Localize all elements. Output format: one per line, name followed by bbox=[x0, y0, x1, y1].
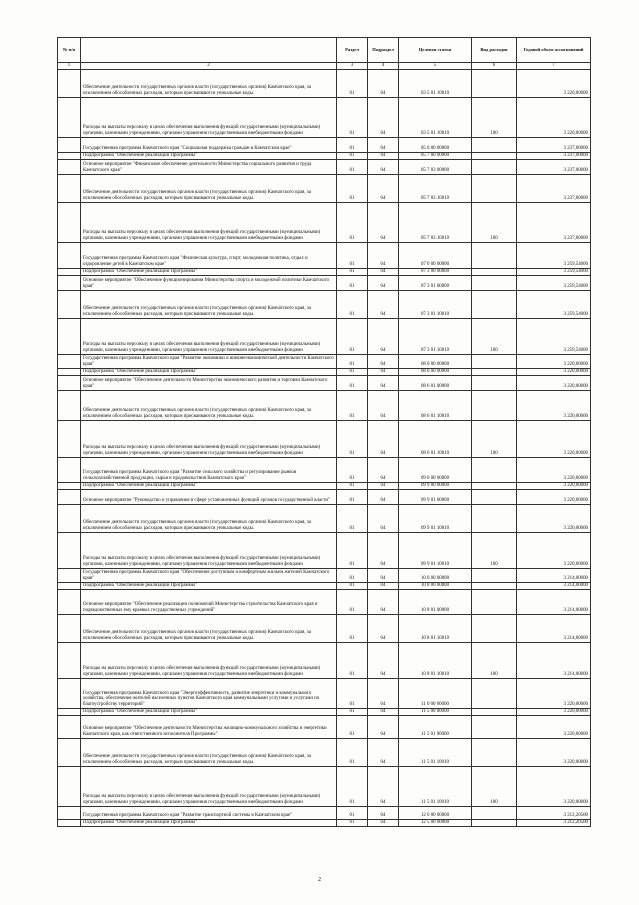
row-target: 07 3 00 00000 bbox=[399, 268, 472, 275]
row-number bbox=[58, 766, 81, 806]
table-row bbox=[58, 482, 591, 489]
row-razdel: 01 bbox=[337, 268, 368, 275]
row-name: Основное мероприятие "Обеспечение деятельности Министерства экономического развития и торговли Камчатского края" bbox=[81, 375, 337, 390]
row-kind bbox=[472, 582, 517, 589]
row-number bbox=[58, 806, 81, 819]
row-kind bbox=[472, 806, 517, 819]
row-amount: 3 214,00000 bbox=[517, 642, 591, 678]
row-number bbox=[58, 582, 81, 589]
row-podrazdel: 04 bbox=[368, 766, 399, 806]
row-amount: 3 220,00000 bbox=[517, 489, 591, 504]
row-podrazdel: 04 bbox=[368, 318, 399, 354]
row-name: Подпрограмма "Обеспечение реализации Программы" bbox=[81, 268, 337, 275]
row-number bbox=[58, 174, 81, 202]
row-target: 11 5 01 10010 bbox=[399, 738, 472, 766]
row-kind bbox=[472, 268, 517, 275]
row-target: 09 9 01 10010 bbox=[399, 504, 472, 532]
row-name: Государственная программа Камчатского края "Социальная поддержка граждан в Камчатском крае" bbox=[81, 137, 337, 152]
row-podrazdel: 04 bbox=[368, 819, 399, 826]
row-podrazdel: 04 bbox=[368, 457, 399, 482]
row-name: Обеспечение деятельности государственных органов власти (государственных органов) Камчатского края, за исключением обособленных расходов, которым присваиваются уникальные коды. bbox=[81, 738, 337, 766]
row-kind bbox=[472, 819, 517, 826]
row-razdel: 01 bbox=[337, 806, 368, 819]
row-podrazdel: 04 bbox=[368, 806, 399, 819]
row-target: 08 6 01 10010 bbox=[399, 420, 472, 457]
column-number: 6 bbox=[472, 63, 517, 70]
row-razdel: 01 bbox=[337, 69, 368, 97]
row-razdel: 01 bbox=[337, 589, 368, 614]
row-razdel: 01 bbox=[337, 819, 368, 826]
row-number bbox=[58, 97, 81, 137]
row-amount: 3 214,00000 bbox=[517, 614, 591, 642]
row-razdel: 01 bbox=[337, 738, 368, 766]
row-podrazdel: 04 bbox=[368, 69, 399, 97]
row-name: Обеспечение деятельности государственных органов власти (государственных органов) Камчатского края, за исключением обособленных расходов, которым присваиваются уникальные коды. bbox=[81, 174, 337, 202]
row-amount: 3 237,00000 bbox=[517, 174, 591, 202]
row-razdel: 01 bbox=[337, 568, 368, 582]
row-name: Основное мероприятие "Обеспечение реализации полномочий Министерства строительства Камчатского края и подведомственных ему краевых государственных учреждений" bbox=[81, 589, 337, 614]
row-number bbox=[58, 375, 81, 390]
table-row bbox=[58, 708, 591, 715]
row-name: Подпрограмма "Обеспечение реализации Программы" bbox=[81, 708, 337, 715]
row-number bbox=[58, 589, 81, 614]
row-target: 08 0 00 00000 bbox=[399, 354, 472, 368]
row-name: Расходы на выплаты персоналу в целях обеспечения выполнения функций государственными (муниципальными) органами, казенными учреждениями, органами управления государственными внебюджетными фондами bbox=[81, 642, 337, 678]
table-row bbox=[58, 532, 591, 568]
row-kind: 100 bbox=[472, 766, 517, 806]
header-podrazdel: Подраздел bbox=[368, 38, 399, 63]
row-kind bbox=[472, 715, 517, 738]
row-name: Обеспечение деятельности государственных органов власти (государственных органов) Камчатского края, за исключением обособленных расходов, которым присваиваются уникальные коды. bbox=[81, 290, 337, 318]
row-name: Обеспечение деятельности государственных органов власти (государственных органов) Камчатского края, за исключением обособленных расходов, которым присваиваются уникальные коды. bbox=[81, 504, 337, 532]
row-podrazdel: 04 bbox=[368, 708, 399, 715]
row-number bbox=[58, 69, 81, 97]
row-target: 05 0 00 00000 bbox=[399, 137, 472, 152]
row-podrazdel: 04 bbox=[368, 532, 399, 568]
row-name: Государственная программа Камчатского края "Физическая культура, спорт, молодежная политика, отдых и оздоровление детей в Камчатском крае" bbox=[81, 242, 337, 268]
row-amount: 3 212,20500 bbox=[517, 819, 591, 826]
column-number: 4 bbox=[368, 63, 399, 70]
table-row bbox=[58, 152, 591, 159]
row-amount: 3 259,54000 bbox=[517, 275, 591, 290]
row-razdel: 01 bbox=[337, 375, 368, 390]
row-razdel: 01 bbox=[337, 457, 368, 482]
row-podrazdel: 04 bbox=[368, 642, 399, 678]
table-row bbox=[58, 202, 591, 242]
row-target: 09 9 01 10010 bbox=[399, 532, 472, 568]
row-amount: 3 220,00000 bbox=[517, 738, 591, 766]
row-kind: 100 bbox=[472, 532, 517, 568]
row-target: 08 6 01 00000 bbox=[399, 375, 472, 390]
row-target: 05 7 03 10010 bbox=[399, 202, 472, 242]
row-name: Государственная программа Камчатского края "Развитие сельского хозяйства и регулирование рынков сельскохозяйственной продукции, сырья и продовольствия Камчатского края" bbox=[81, 457, 337, 482]
row-number bbox=[58, 159, 81, 174]
row-razdel: 01 bbox=[337, 582, 368, 589]
row-kind bbox=[472, 678, 517, 708]
row-name: Расходы на выплаты персоналу в целях обеспечения выполнения функций государственными (муниципальными) органами, казенными учреждениями, органами управления государственными внебюджетными фондами bbox=[81, 532, 337, 568]
row-name: Подпрограмма "Обеспечение реализации Программы" bbox=[81, 152, 337, 159]
row-amount: 3 220,00000 bbox=[517, 368, 591, 375]
row-number bbox=[58, 354, 81, 368]
table-row bbox=[58, 504, 591, 532]
row-razdel: 01 bbox=[337, 489, 368, 504]
row-podrazdel: 04 bbox=[368, 152, 399, 159]
row-amount: 3 259,54000 bbox=[517, 318, 591, 354]
row-number bbox=[58, 715, 81, 738]
row-number bbox=[58, 242, 81, 268]
row-target: 03 5 01 10010 bbox=[399, 97, 472, 137]
row-name: Государственная программа Камчатского края "Энергоэффективность, развитие энергетики и коммунального хозяйства, обеспечение жителей населенных пунктов Камчатского края коммунальными услугами и услугами по благоустройству территорий" bbox=[81, 678, 337, 708]
row-razdel: 01 bbox=[337, 97, 368, 137]
column-number: 1 bbox=[58, 63, 81, 70]
row-target: 11 0 00 00000 bbox=[399, 678, 472, 708]
row-razdel: 01 bbox=[337, 202, 368, 242]
row-podrazdel: 04 bbox=[368, 97, 399, 137]
row-target: 12 0 00 00000 bbox=[399, 806, 472, 819]
row-amount: 3 237,00000 bbox=[517, 202, 591, 242]
header-amount: Годовой объем ассигнований bbox=[517, 38, 591, 63]
header-num: № п/п bbox=[58, 38, 81, 63]
row-podrazdel: 04 bbox=[368, 589, 399, 614]
row-target: 05 7 03 00000 bbox=[399, 159, 472, 174]
row-name: Расходы на выплаты персоналу в целях обеспечения выполнения функций государственными (муниципальными) органами, казенными учреждениями, органами управления государственными внебюджетными фондами bbox=[81, 766, 337, 806]
row-kind bbox=[472, 504, 517, 532]
row-name: Основное мероприятие "Финансовое обеспечение деятельности Министерства социального развития и труда Камчатского края" bbox=[81, 159, 337, 174]
row-kind bbox=[472, 568, 517, 582]
row-kind bbox=[472, 354, 517, 368]
row-kind bbox=[472, 159, 517, 174]
row-target: 12 5 00 00000 bbox=[399, 819, 472, 826]
row-amount: 3 220,00000 bbox=[517, 69, 591, 97]
row-razdel: 01 bbox=[337, 318, 368, 354]
row-kind bbox=[472, 589, 517, 614]
row-amount: 3 214,00000 bbox=[517, 589, 591, 614]
row-kind bbox=[472, 69, 517, 97]
row-number bbox=[58, 390, 81, 420]
row-amount: 3 259,54000 bbox=[517, 290, 591, 318]
header-kind: Вид расходов bbox=[472, 38, 517, 63]
row-podrazdel: 04 bbox=[368, 159, 399, 174]
row-number bbox=[58, 819, 81, 826]
row-number bbox=[58, 568, 81, 582]
row-target: 09 0 00 00000 bbox=[399, 457, 472, 482]
row-razdel: 01 bbox=[337, 642, 368, 678]
row-kind bbox=[472, 482, 517, 489]
row-kind bbox=[472, 290, 517, 318]
row-razdel: 01 bbox=[337, 159, 368, 174]
row-amount: 3 237,00000 bbox=[517, 152, 591, 159]
row-target: 05 7 00 00000 bbox=[399, 152, 472, 159]
row-number bbox=[58, 268, 81, 275]
table-row bbox=[58, 137, 591, 152]
row-podrazdel: 04 bbox=[368, 568, 399, 582]
row-name: Расходы на выплаты персоналу в целях обеспечения выполнения функций государственными (муниципальными) органами, казенными учреждениями, органами управления государственными внебюджетными фондами bbox=[81, 420, 337, 457]
row-kind: 100 bbox=[472, 420, 517, 457]
row-target: 11 5 00 00000 bbox=[399, 708, 472, 715]
row-name: Подпрограмма "Обеспечение реализации Программы" bbox=[81, 582, 337, 589]
table-row bbox=[58, 174, 591, 202]
row-razdel: 01 bbox=[337, 504, 368, 532]
row-name: Обеспечение деятельности государственных органов власти (государственных органов) Камчатского края, за исключением обособленных расходов, которым присваиваются уникальные коды. bbox=[81, 69, 337, 97]
table-body bbox=[58, 69, 591, 826]
table-row bbox=[58, 275, 591, 290]
row-amount: 3 220,00000 bbox=[517, 390, 591, 420]
row-podrazdel: 04 bbox=[368, 504, 399, 532]
row-razdel: 01 bbox=[337, 368, 368, 375]
row-amount: 3 220,00000 bbox=[517, 678, 591, 708]
row-kind bbox=[472, 174, 517, 202]
table-row bbox=[58, 420, 591, 457]
row-razdel: 01 bbox=[337, 678, 368, 708]
row-kind bbox=[472, 738, 517, 766]
row-podrazdel: 04 bbox=[368, 368, 399, 375]
row-amount: 3 220,00000 bbox=[517, 354, 591, 368]
row-kind: 100 bbox=[472, 642, 517, 678]
row-razdel: 01 bbox=[337, 766, 368, 806]
row-amount: 3 220,00000 bbox=[517, 482, 591, 489]
page-number: 2 bbox=[318, 877, 321, 883]
row-name: Основное мероприятие "Обеспечение деятельности Министерства жилищно-коммунального хозяйства и энергетики Камчатского края, как ответственного исполнителя Программы" bbox=[81, 715, 337, 738]
row-number bbox=[58, 708, 81, 715]
row-podrazdel: 04 bbox=[368, 420, 399, 457]
row-name: Основное мероприятие "Обеспечение функционирования Министерства спорта и молодежной политики Камчатского края" bbox=[81, 275, 337, 290]
row-name: Подпрограмма "Обеспечение реализации Программы" bbox=[81, 482, 337, 489]
row-target: 07 3 01 10010 bbox=[399, 318, 472, 354]
table-row bbox=[58, 268, 591, 275]
table-row bbox=[58, 589, 591, 614]
row-kind bbox=[472, 137, 517, 152]
row-amount: 3 259,54000 bbox=[517, 242, 591, 268]
row-kind: 100 bbox=[472, 318, 517, 354]
row-number bbox=[58, 614, 81, 642]
row-number bbox=[58, 420, 81, 457]
table-row bbox=[58, 738, 591, 766]
row-amount: 3 220,00000 bbox=[517, 708, 591, 715]
row-podrazdel: 04 bbox=[368, 275, 399, 290]
row-amount: 3 220,00000 bbox=[517, 532, 591, 568]
row-name: Подпрограмма "Обеспечение реализации Программы" bbox=[81, 819, 337, 826]
column-number: 7 bbox=[517, 63, 591, 70]
row-amount: 3 214,00000 bbox=[517, 568, 591, 582]
column-number: 2 bbox=[81, 63, 337, 70]
row-name: Расходы на выплаты персоналу в целях обеспечения выполнения функций государственными (муниципальными) органами, казенными учреждениями, органами управления государственными внебюджетными фондами bbox=[81, 97, 337, 137]
row-podrazdel: 04 bbox=[368, 202, 399, 242]
row-name: Подпрограмма "Обеспечение реализации Программы" bbox=[81, 368, 337, 375]
table-row bbox=[58, 642, 591, 678]
row-number bbox=[58, 290, 81, 318]
row-razdel: 01 bbox=[337, 715, 368, 738]
row-razdel: 01 bbox=[337, 242, 368, 268]
row-podrazdel: 04 bbox=[368, 268, 399, 275]
row-kind bbox=[472, 708, 517, 715]
table-row bbox=[58, 678, 591, 708]
header-name bbox=[81, 38, 337, 63]
row-podrazdel: 04 bbox=[368, 678, 399, 708]
row-razdel: 01 bbox=[337, 174, 368, 202]
row-target: 10 8 01 10010 bbox=[399, 614, 472, 642]
row-podrazdel: 04 bbox=[368, 375, 399, 390]
row-amount: 3 220,00000 bbox=[517, 457, 591, 482]
table-row bbox=[58, 242, 591, 268]
table-row bbox=[58, 766, 591, 806]
column-number: 3 bbox=[337, 63, 368, 70]
row-razdel: 01 bbox=[337, 390, 368, 420]
table-row bbox=[58, 390, 591, 420]
row-target: 10 0 00 00000 bbox=[399, 568, 472, 582]
row-razdel: 01 bbox=[337, 614, 368, 642]
row-razdel: 01 bbox=[337, 482, 368, 489]
row-podrazdel: 04 bbox=[368, 482, 399, 489]
row-number bbox=[58, 678, 81, 708]
row-amount: 3 237,00000 bbox=[517, 137, 591, 152]
row-number bbox=[58, 275, 81, 290]
row-podrazdel: 04 bbox=[368, 174, 399, 202]
table-row bbox=[58, 375, 591, 390]
row-amount: 3 212,20500 bbox=[517, 806, 591, 819]
row-name: Обеспечение деятельности государственных органов власти (государственных органов) Камчатского края, за исключением обособленных расходов, которым присваиваются уникальные коды. bbox=[81, 614, 337, 642]
row-razdel: 01 bbox=[337, 532, 368, 568]
row-podrazdel: 04 bbox=[368, 489, 399, 504]
row-number bbox=[58, 368, 81, 375]
row-name: Государственная программа Камчатского края "Обеспечение доступным и комфортным жильем жителей Камчатского края" bbox=[81, 568, 337, 582]
row-target: 09 9 01 00000 bbox=[399, 489, 472, 504]
row-number bbox=[58, 642, 81, 678]
row-podrazdel: 04 bbox=[368, 354, 399, 368]
row-target: 07 3 01 10010 bbox=[399, 290, 472, 318]
row-target: 09 9 00 00000 bbox=[399, 482, 472, 489]
row-razdel: 01 bbox=[337, 275, 368, 290]
table-row bbox=[58, 318, 591, 354]
row-podrazdel: 04 bbox=[368, 290, 399, 318]
table-row bbox=[58, 69, 591, 97]
table-row bbox=[58, 582, 591, 589]
row-kind bbox=[472, 489, 517, 504]
row-razdel: 01 bbox=[337, 354, 368, 368]
row-target: 10 8 01 10010 bbox=[399, 642, 472, 678]
row-name: Основное мероприятие "Руководство и управление в сфере установленных функций органов государственной власти" bbox=[81, 489, 337, 504]
table-row bbox=[58, 354, 591, 368]
row-amount: 3 237,00000 bbox=[517, 159, 591, 174]
row-number bbox=[58, 482, 81, 489]
row-amount: 3 220,00000 bbox=[517, 375, 591, 390]
row-amount: 3 214,00000 bbox=[517, 582, 591, 589]
row-razdel: 01 bbox=[337, 290, 368, 318]
row-name: Государственная программа Камчатского края "Развитие транспортной системы в Камчатском крае" bbox=[81, 806, 337, 819]
row-amount: 3 220,00000 bbox=[517, 504, 591, 532]
row-amount: 3 220,00000 bbox=[517, 715, 591, 738]
row-number bbox=[58, 457, 81, 482]
row-name: Государственная программа Камчатского края "Развитие экономики и внешнеэкономической деятельности Камчатского края" bbox=[81, 354, 337, 368]
header-razdel: Раздел bbox=[337, 38, 368, 63]
row-podrazdel: 04 bbox=[368, 614, 399, 642]
row-podrazdel: 04 bbox=[368, 715, 399, 738]
row-target: 11 5 01 10010 bbox=[399, 766, 472, 806]
table-row bbox=[58, 97, 591, 137]
row-kind bbox=[472, 614, 517, 642]
table-row bbox=[58, 715, 591, 738]
column-number-row bbox=[58, 63, 591, 70]
row-podrazdel: 04 bbox=[368, 390, 399, 420]
row-kind: 100 bbox=[472, 202, 517, 242]
row-amount: 3 220,00000 bbox=[517, 420, 591, 457]
row-number bbox=[58, 504, 81, 532]
row-razdel: 01 bbox=[337, 708, 368, 715]
row-number bbox=[58, 738, 81, 766]
row-podrazdel: 04 bbox=[368, 738, 399, 766]
table-row bbox=[58, 819, 591, 826]
row-target: 07 0 00 00000 bbox=[399, 242, 472, 268]
table-row bbox=[58, 614, 591, 642]
row-target: 08 6 01 10010 bbox=[399, 390, 472, 420]
table-row bbox=[58, 159, 591, 174]
row-kind bbox=[472, 457, 517, 482]
row-name: Обеспечение деятельности государственных органов власти (государственных органов) Камчатского края, за исключением обособленных расходов, которым присваиваются уникальные коды. bbox=[81, 390, 337, 420]
row-kind bbox=[472, 242, 517, 268]
table-row bbox=[58, 368, 591, 375]
budget-table bbox=[57, 37, 591, 827]
header-target: Целевая статья bbox=[399, 38, 472, 63]
row-target: 08 6 00 00000 bbox=[399, 368, 472, 375]
row-number bbox=[58, 202, 81, 242]
row-kind bbox=[472, 152, 517, 159]
column-number: 5 bbox=[399, 63, 472, 70]
row-number bbox=[58, 489, 81, 504]
row-target: 10 8 01 00000 bbox=[399, 589, 472, 614]
row-podrazdel: 04 bbox=[368, 582, 399, 589]
row-name: Расходы на выплаты персоналу в целях обеспечения выполнения функций государственными (муниципальными) органами, казенными учреждениями, органами управления государственными внебюджетными фондами bbox=[81, 202, 337, 242]
row-kind bbox=[472, 375, 517, 390]
row-target: 10 8 00 00000 bbox=[399, 582, 472, 589]
table-row bbox=[58, 489, 591, 504]
row-kind: 100 bbox=[472, 97, 517, 137]
row-amount: 3 220,00000 bbox=[517, 97, 591, 137]
row-razdel: 01 bbox=[337, 152, 368, 159]
table-row bbox=[58, 290, 591, 318]
row-kind bbox=[472, 275, 517, 290]
row-kind bbox=[472, 390, 517, 420]
table-header bbox=[58, 38, 591, 70]
row-target: 05 7 03 10010 bbox=[399, 174, 472, 202]
table-row bbox=[58, 806, 591, 819]
row-number bbox=[58, 152, 81, 159]
row-target: 07 3 01 00000 bbox=[399, 275, 472, 290]
row-target: 11 5 01 00000 bbox=[399, 715, 472, 738]
table-row bbox=[58, 568, 591, 582]
row-number bbox=[58, 318, 81, 354]
row-name: Расходы на выплаты персоналу в целях обеспечения выполнения функций государственными (муниципальными) органами, казенными учреждениями, органами управления государственными внебюджетными фондами bbox=[81, 318, 337, 354]
row-podrazdel: 04 bbox=[368, 137, 399, 152]
row-podrazdel: 04 bbox=[368, 242, 399, 268]
row-kind bbox=[472, 368, 517, 375]
row-razdel: 01 bbox=[337, 137, 368, 152]
row-number bbox=[58, 137, 81, 152]
table-row bbox=[58, 457, 591, 482]
row-razdel: 01 bbox=[337, 420, 368, 457]
row-amount: 3 220,00000 bbox=[517, 766, 591, 806]
row-amount: 3 259,54000 bbox=[517, 268, 591, 275]
row-number bbox=[58, 532, 81, 568]
row-target: 03 5 01 10010 bbox=[399, 69, 472, 97]
